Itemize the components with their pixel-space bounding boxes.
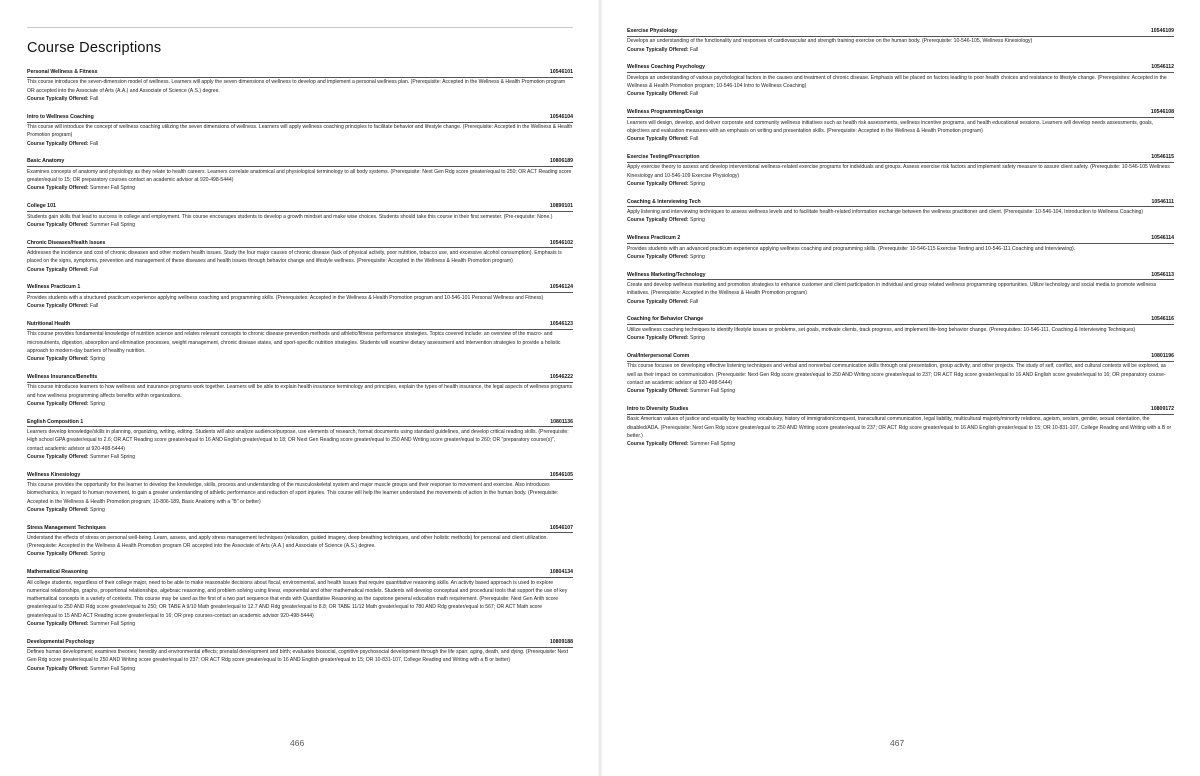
course-offered xyxy=(627,46,1174,54)
course-name: Personal Wellness & Fitness xyxy=(27,69,98,75)
course-name: Coaching for Behavior Change xyxy=(627,316,704,323)
course-description: Learners develop knowledge/skills in planning, organizing, writing, editing. Students will also analyze audience/purpose, use elements of research, format documents using standard guidelines, and develop critical reading skills. (Prerequisite: High school GPA greater/equal to 2.6; OR ACT Reading score greater/equal to 16 AND English greater/equal to 18; OR Next Gen Reading score greater/equal to 250 AND Writing score greater/equal to 260; OR "preparatory course(s)", contact academic advisor at 920-498-5444) xyxy=(27,429,569,452)
course-header xyxy=(27,284,573,293)
course-code: 10546108 xyxy=(1150,109,1174,116)
course-header xyxy=(27,419,573,428)
offered-terms: Spring xyxy=(90,506,105,513)
course-header xyxy=(627,28,1174,37)
course-entry xyxy=(27,639,573,673)
course-header xyxy=(627,406,1174,415)
course-description: Examines concepts of anatomy and physiology as they relate to health careers. Learners correlate anatomical and physiological terminology to all body systems. (Prerequisite: Next Gen Rdg score greater/equal to 250; OR ACT Reading score greater/equal to 15; OR preparatory courses contact an academic advisor at 920-498-5444) xyxy=(27,168,572,184)
course-description: This course provides the opportunity for the learner to develop the knowledge, skills, process and understanding of the musculoskeletal system and major muscle groups and their response to movement and exercise. Also introduces biomechanics, in regard to human movement, to gain a greater understanding of athletic performance and reduction of sport injuries. This course will help the learner understand the movements of action in the human body. (Prerequisite: Accepted in the Wellness & Health Promotion program; 10-806-189, Basic Anatomy with a "B" or better) xyxy=(27,482,559,505)
offered-terms: Summer Fall Spring xyxy=(690,388,736,395)
right-page xyxy=(600,0,1200,776)
offered-label: Course Typically Offered: xyxy=(27,266,89,273)
course-code: 10809172 xyxy=(1150,405,1174,412)
course-entry xyxy=(27,114,573,148)
course-entry xyxy=(27,419,573,461)
course-entry xyxy=(27,569,573,628)
course-name: College 101 xyxy=(27,203,56,210)
course-name: Wellness Practicum 2 xyxy=(627,235,681,242)
course-description: Provides students with an advanced practicum experience applying wellness coaching and programming skills. (Prerequisite: 10-546-115 Exercise Testing and 10-546-111 Coaching and Interviewing). xyxy=(627,245,1076,252)
course-entry xyxy=(27,69,573,103)
course-description: Develops an understanding of the functionality and responses of cardiovascular and strength training exercise on the human body. (Prerequisite: 10-546-105, Wellness Kinesiology) xyxy=(627,38,1033,45)
course-description: Addresses the incidence and cost of chronic diseases and other modern health issues. Study the four major causes of chronic disease (lack of physical activity, poor nutrition, tobacco use, and excessive alcohol consumption). Emphasis is placed on the signs, symptoms, prevention and management of these diseases and health issues through behavior change and lifestyle wellness. (Prerequisite: Accepted in the Wellness & Health Promotion program) xyxy=(27,250,562,265)
course-offered xyxy=(27,620,573,628)
offered-label: Course Typically Offered: xyxy=(627,91,689,98)
offered-terms: Summer Fall Spring xyxy=(90,620,136,627)
course-code: 10546101 xyxy=(549,69,573,75)
course-description: Understand the effects of stress on personal well-being. Learn, assess, and apply stress management techniques (relaxation, guided imagery, deep breathing techniques, and other holistic methods) for personal and client utilization. (Prerequisite: Accepted in the Wellness & Health Promotion program OR accepted into the Associate of Arts (A.A.) and Associate of Science (A.S.) degree. xyxy=(27,534,548,550)
course-name: Exercise Testing/Prescription xyxy=(627,153,700,160)
course-description: Defines human development; examines theories; heredity and environmental effects; prenatal development and birth; evaluates biosocial, cognitive psychosocial development through the life span; aging, death, and dying. (Prerequisite: Next Gen Rdg score greater/equal to 250 AND Writing score greater/equal to 237; OR ACT Rdg score greater/equal to 16 AND English greater/equal to 15; OR 10-831-107, College Reading and Writing with a B or better) xyxy=(27,649,569,664)
offered-label: Course Typically Offered: xyxy=(627,441,689,447)
course-description: This course will introduce the concept of wellness coaching utilizing the seven dimensions of wellness. Learners will apply wellness coaching principles to facilitate behavior and lifestyle change. (Prerequisite: Accepted in the Wellness & Health Promotion program) xyxy=(27,124,573,139)
course-entry xyxy=(627,28,1174,54)
course-code: 10546113 xyxy=(1151,271,1174,278)
page-title: Course Descriptions xyxy=(27,40,162,56)
course-header xyxy=(627,199,1174,208)
course-name: Oral/Interpersonal Comm xyxy=(627,352,690,359)
offered-terms: Summer Fall Spring xyxy=(90,185,136,192)
course-header xyxy=(27,69,573,78)
course-offered xyxy=(627,216,1174,224)
course-header xyxy=(627,154,1174,163)
course-offered xyxy=(27,550,573,558)
course-description: Apply listening and interviewing techniques to assess wellness levels and to facilitate health-related information exchange between the wellness practitioner and client. (Prerequisite: 10-546-104, Introduction to Wellness Coaching) xyxy=(627,209,1144,216)
course-header xyxy=(627,109,1174,118)
course-code: 10546116 xyxy=(1151,316,1174,323)
offered-label: Course Typically Offered: xyxy=(27,665,89,672)
course-offered xyxy=(627,253,1174,261)
offered-label: Course Typically Offered: xyxy=(627,298,689,305)
course-offered xyxy=(27,184,573,192)
course-header xyxy=(27,472,573,481)
course-entry xyxy=(627,109,1174,143)
course-code: 10546124 xyxy=(549,284,573,291)
course-description: Basic American values of justice and equality by teaching vocabulary, history of immigration/conquest, transcultural communication, legal liability, multicultural majority/minority relations, ageism, sexism, gender, sexual orientation, the disabled/ADA. (Prerequisite: Next Gen Rdg score greater/equal to 250 AND Writing score greater/equal to 237; OR ACT Rdg score greater/equal to 16 AND English greater/equal to 15; OR 10-831-107, College Reading and Writing with a B or better.) xyxy=(627,416,1172,439)
left-course-list xyxy=(27,69,573,684)
course-offered xyxy=(627,387,1174,395)
course-entry xyxy=(27,240,573,274)
offered-label: Course Typically Offered: xyxy=(27,356,89,363)
course-header xyxy=(627,353,1174,362)
offered-terms: Spring xyxy=(90,400,105,407)
offered-terms: Fall xyxy=(690,136,699,143)
course-offered xyxy=(27,266,573,274)
course-entry xyxy=(27,321,573,363)
course-description: This course focuses on developing effective listening techniques and verbal and nonverbal communication skills through oral presentation, group activity, and other projects. The study of self, conflict, and cultural contexts will be explored, as well as their impact on communication. (Prerequisite: Next Gen Rdg score greater/equal to 250 AND Writing score greater/equal to 237; OR ACT Rdg score greater/equal to 16 AND English score greater/equal to 16; OR preparatory course-contact an academic advisor at 920-498-5444) xyxy=(627,363,1167,386)
course-name: Intro to Diversity Studies xyxy=(627,405,689,412)
course-header xyxy=(627,272,1174,281)
course-offered xyxy=(27,453,573,461)
course-entry xyxy=(27,374,573,408)
course-header xyxy=(627,316,1174,325)
course-name: Nutritional Health xyxy=(27,320,71,327)
course-description: This course introduces the seven-dimension model of wellness. Learners will apply the seven dimensions of wellness to develop and implement a personal wellness plan. (Prerequisite: Accepted in the Wellness & Health Promotion program OR accepted into the Associate of Arts (A.A.) and Associate of Science (A.S.) degree. xyxy=(27,79,566,94)
course-description: Apply exercise theory to assess and develop interventional wellness-related exercise programs for individuals and groups. Assess exercise risk factors and implement safety measure to assure client safety. (Prerequisite: 10-546-105 Wellness Kinesiology and 10-546-109 Exercise Physiology) xyxy=(627,164,1170,179)
course-name: Wellness Marketing/Technology xyxy=(627,271,706,278)
course-entry xyxy=(27,472,573,514)
course-entry xyxy=(27,525,573,559)
offered-label: Course Typically Offered: xyxy=(27,185,89,192)
course-header xyxy=(627,64,1174,73)
offered-terms: Fall xyxy=(90,303,99,310)
course-name: Chronic Diseases/Health Issues xyxy=(27,239,106,246)
course-description: All college students, regardless of their college major, need to be able to make reasonable decisions about fiscal, environmental, and health issues that require quantitative reasoning skills. An activity based approach is used to explore numerical relationships, graphs, proportional relationships, algebraic reasoning, and problem solving using linear, exponential and other mathematical models. Students will develop conceptual and procedural tools that support the use of key mathematical concepts in a variety of contexts. This course may be used as the first of a two part sequence that ends with Quantitative Reasoning as the capstone general education math requirement. (Prerequisite: Next Gen Arith score greater/equal to 250 AND Rdg score greater/equal to 250; OR TABE A 9/10 Math greater/equal to 12.7 AND Rdg greater/equal to 8.8; OR TABE 11/12 Math greater/equal to 780 AND Rdg greater/equal to 567; OR ACT Math score greater/equal to 15 AND ACT Reading score greater/equal to 16; OR prep courses-contact an academic advisor 920-498-5444) xyxy=(27,579,568,619)
offered-label: Course Typically Offered: xyxy=(27,551,89,558)
course-offered xyxy=(627,180,1174,188)
course-name: Coaching & Interviewing Tech xyxy=(627,198,701,205)
offered-label: Course Typically Offered: xyxy=(27,453,89,460)
offered-terms: Fall xyxy=(90,266,99,273)
course-offered xyxy=(27,355,573,363)
offered-terms: Spring xyxy=(90,356,105,363)
course-name: Wellness Kinesiology xyxy=(27,471,81,478)
offered-terms: Summer Fall Spring xyxy=(90,453,136,460)
course-name: Intro to Wellness Coaching xyxy=(27,113,94,120)
course-name: English Composition 1 xyxy=(27,418,84,425)
offered-label: Course Typically Offered: xyxy=(627,136,689,143)
offered-terms: Summer Fall Spring xyxy=(90,665,136,672)
course-offered xyxy=(27,221,573,229)
offered-label: Course Typically Offered: xyxy=(27,303,89,310)
course-offered xyxy=(27,400,573,408)
course-header xyxy=(27,114,573,123)
course-entry xyxy=(627,154,1174,188)
offered-label: Course Typically Offered: xyxy=(627,46,689,53)
course-entry xyxy=(27,158,573,192)
course-name: Mathematical Reasoning xyxy=(27,569,88,576)
course-entry xyxy=(627,316,1174,342)
course-offered xyxy=(27,140,573,148)
course-header xyxy=(27,203,573,212)
course-description: This course provides fundamental knowledge of nutrition science and relates relevant concepts to chronic disease prevention methods and athletic/fitness performance strategies. Topics covered include: an overview of the macro- and micronutrients, digestion, absorption and elimination processes, weight management, chronic disease states, and sport-specific nutrition strategies. Students will examine dietary assessment and intervention strategies to provide a holistic approach to modern-day barriers of healthy nutrition. xyxy=(27,331,561,354)
course-offered xyxy=(627,440,1174,448)
offered-label: Course Typically Offered: xyxy=(27,140,89,147)
course-code: 10804134 xyxy=(549,569,573,576)
offered-label: Course Typically Offered: xyxy=(27,221,89,228)
course-code: 10809188 xyxy=(549,638,573,645)
course-code: 10806189 xyxy=(549,158,573,165)
course-entry xyxy=(627,406,1174,448)
course-name: Exercise Physiology xyxy=(627,28,678,34)
offered-label: Course Typically Offered: xyxy=(627,253,689,260)
page-number-right: 467 xyxy=(890,738,905,748)
course-header xyxy=(27,374,573,383)
offered-label: Course Typically Offered: xyxy=(27,620,89,627)
course-code: 10546115 xyxy=(1151,153,1174,160)
course-offered xyxy=(27,506,573,514)
course-description: Provides students with a structured practicum experience applying wellness coaching and programming skills. (Prerequisites: Accepted in the Wellness & Health Promotion program and 10-546-101 Personal Wellness and Fitness) xyxy=(27,294,544,301)
offered-terms: Spring xyxy=(690,180,705,187)
course-code: 10801136 xyxy=(550,418,573,425)
course-name: Wellness Programming/Design xyxy=(627,109,704,116)
offered-terms: Spring xyxy=(90,551,105,558)
offered-terms: Summer Fall Spring xyxy=(690,441,736,447)
course-entry xyxy=(27,284,573,310)
offered-terms: Fall xyxy=(90,140,99,147)
top-rule xyxy=(27,27,573,28)
course-entry xyxy=(627,64,1174,98)
course-offered xyxy=(627,334,1174,342)
course-code: 10546104 xyxy=(549,113,573,120)
course-header xyxy=(27,321,573,330)
course-offered xyxy=(27,95,573,103)
course-entry xyxy=(627,272,1174,306)
course-name: Wellness Practicum 1 xyxy=(27,284,81,291)
course-code: 10546114 xyxy=(1151,235,1174,242)
offered-terms: Spring xyxy=(690,253,705,260)
offered-label: Course Typically Offered: xyxy=(27,95,89,102)
course-offered xyxy=(627,135,1174,143)
offered-label: Course Typically Offered: xyxy=(627,335,689,342)
offered-label: Course Typically Offered: xyxy=(627,388,689,395)
course-name: Developmental Psychology xyxy=(27,638,95,645)
course-offered xyxy=(627,298,1174,306)
course-name: Wellness Coaching Psychology xyxy=(627,64,706,71)
offered-label: Course Typically Offered: xyxy=(627,180,689,187)
course-header xyxy=(627,235,1174,244)
page-number-left: 466 xyxy=(290,738,305,748)
offered-terms: Fall xyxy=(690,91,699,98)
course-description: Create and develop wellness marketing and promotion strategies to enhance customer and client participation in individual and group related wellness programming opportunities. Utilize technology and social media to promote wellness initiatives. (Prerequisite: Accepted in the Wellness & Health Promotion program) xyxy=(627,282,1157,297)
course-code: 10546102 xyxy=(549,239,573,246)
course-name: Wellness Insurance/Benefits xyxy=(27,373,98,380)
course-name: Basic Anatomy xyxy=(27,158,65,165)
course-header xyxy=(27,158,573,167)
offered-label: Course Typically Offered: xyxy=(627,217,689,224)
offered-terms: Fall xyxy=(690,46,699,53)
course-header xyxy=(27,525,573,534)
course-offered xyxy=(27,302,573,310)
course-code: 10546105 xyxy=(549,471,573,478)
course-code: 10546222 xyxy=(549,373,573,380)
course-header xyxy=(27,639,573,648)
course-code: 10546112 xyxy=(1151,64,1174,71)
course-code: 10546123 xyxy=(549,320,573,327)
offered-label: Course Typically Offered: xyxy=(27,400,89,407)
course-offered xyxy=(27,665,573,673)
course-entry xyxy=(627,199,1174,225)
offered-terms: Summer Fall Spring xyxy=(90,221,136,228)
course-description: Utilize wellness coaching techniques to identify lifestyle issues or problems, set goals, motivate clients, track progress, and implement life-long behavior change. (Prerequisites: 10-546-111, Coaching & Interviewing Techniques) xyxy=(627,326,1136,333)
course-description: This course introduces learners to how wellness and insurance programs work together. Learners will be able to explain health insurance terminology and principles, explain the types of health insurance, the legal aspects of wellness programs and how wellness programming affects benefits within organizations. xyxy=(27,384,573,399)
course-entry xyxy=(27,203,573,229)
course-description: Develops an understanding of various psychological factors in the causes and treatment of chronic disease. Emphasis will be placed on factors leading to poor health choices and resistance to lifestyle change. (Prerequisites: Accepted in the Wellness & Health Promotion program; 10-546-104 Intro to Wellness Coaching) xyxy=(627,74,1167,90)
course-offered xyxy=(627,90,1174,98)
offered-terms: Fall xyxy=(90,95,99,102)
right-course-list xyxy=(627,28,1174,459)
course-code: 10546107 xyxy=(549,524,573,531)
course-header xyxy=(27,569,573,578)
course-entry xyxy=(627,235,1174,261)
course-description: Students gain skills that lead to success in college and employment. This course encourages students to develop a growth mindset and make wise choices. Students should take this course in their first semester. (Pre-requisite: None.) xyxy=(27,213,553,220)
course-entry xyxy=(627,353,1174,395)
course-code: 10546109 xyxy=(1150,28,1174,34)
course-code: 10890101 xyxy=(549,203,573,210)
offered-terms: Fall xyxy=(690,298,699,305)
offered-label: Course Typically Offered: xyxy=(27,506,89,513)
course-code: 10546111 xyxy=(1151,198,1174,205)
offered-terms: Spring xyxy=(690,217,705,224)
course-code: 10801196 xyxy=(1151,352,1174,359)
offered-terms: Spring xyxy=(690,335,705,342)
course-name: Stress Management Techniques xyxy=(27,524,106,531)
course-header xyxy=(27,240,573,249)
course-description: Learners will design, develop, and deliver corporate and community wellness initiatives such as health risk assessments, wellness incentive programs, and health educational sessions. Learners will develop needs assessments, goals, objectives and evaluation measures with an emphasis on writing and presentation skills. (Prerequisite: Accepted in the Wellness & Health Promotion program) xyxy=(627,119,1154,134)
